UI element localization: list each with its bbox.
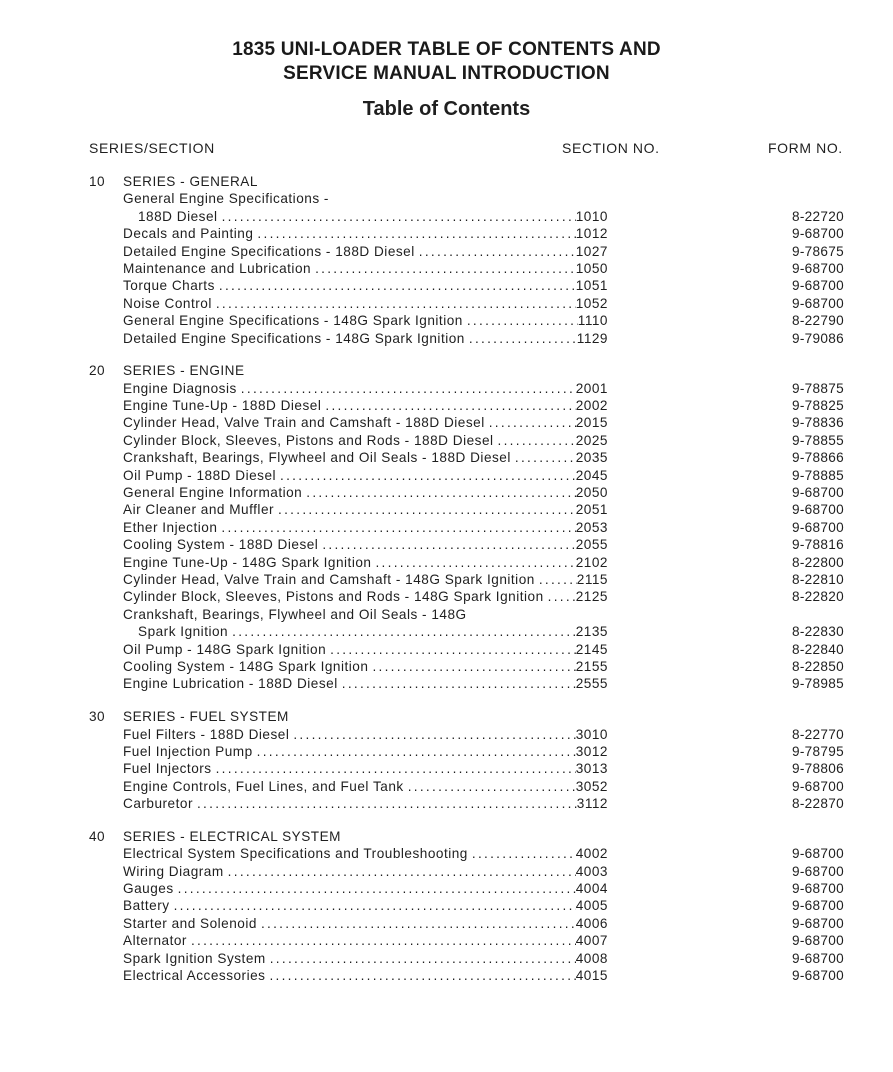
form-number: 9-68700 — [792, 278, 844, 294]
dot-leader — [276, 467, 576, 484]
section-number: 3010 — [575, 726, 608, 742]
toc-entry — [138, 208, 608, 225]
toc-entry — [123, 915, 608, 932]
form-number: 9-68700 — [792, 915, 844, 931]
form-number: 8-22840 — [792, 641, 844, 657]
dot-leader — [404, 778, 576, 795]
toc-row — [0, 932, 893, 949]
toc-row — [0, 467, 893, 484]
toc-row — [0, 380, 893, 397]
form-number: 9-68700 — [792, 846, 844, 862]
form-number: 9-68700 — [792, 778, 844, 794]
toc-row — [0, 414, 893, 431]
form-number: 9-78985 — [792, 676, 844, 692]
section-number: 2125 — [575, 589, 608, 605]
toc-entry — [123, 277, 608, 294]
toc-row — [0, 623, 893, 640]
series-group — [0, 828, 893, 985]
dot-leader — [415, 243, 576, 260]
toc-entry — [123, 243, 608, 260]
toc-row — [0, 967, 893, 984]
form-number: 9-78855 — [792, 432, 844, 448]
form-number: 9-79086 — [792, 330, 844, 346]
form-number: 9-68700 — [792, 863, 844, 879]
toc-row — [0, 571, 893, 588]
toc-row — [0, 880, 893, 897]
section-number: 1051 — [575, 278, 608, 294]
toc-entry-title: Oil Pump - 188D Diesel — [123, 467, 277, 483]
form-number: 9-78836 — [792, 415, 844, 431]
section-number: 3112 — [576, 796, 608, 812]
dot-leader — [535, 571, 577, 588]
toc-entry-title: Engine Controls, Fuel Lines, and Fuel Tank — [123, 778, 404, 794]
toc-entry-title: Starter and Solenoid — [123, 915, 257, 931]
toc-entry — [123, 501, 608, 518]
dot-leader — [228, 623, 576, 640]
form-number: 9-68700 — [792, 485, 844, 501]
series-number: 40 — [89, 828, 106, 844]
toc-row — [0, 397, 893, 414]
form-number: 8-22790 — [792, 313, 844, 329]
dot-leader — [187, 932, 576, 949]
dot-leader — [494, 432, 576, 449]
toc-entry-title: Detailed Engine Specifications - 188D Diesel — [123, 243, 415, 259]
toc-row — [0, 760, 893, 777]
dot-leader — [468, 845, 576, 862]
dot-leader — [368, 658, 575, 675]
section-number: 2145 — [575, 641, 608, 657]
dot-leader — [193, 795, 577, 812]
series-name: SERIES - FUEL SYSTEM — [123, 709, 289, 725]
form-number: 9-78675 — [792, 243, 844, 259]
section-number: 1129 — [576, 330, 608, 346]
toc-entry-title: Fuel Injection Pump — [123, 743, 253, 759]
toc-row — [0, 312, 893, 329]
dot-leader — [212, 295, 576, 312]
form-number: 9-68700 — [792, 226, 844, 242]
toc-row — [0, 554, 893, 571]
section-number: 4004 — [575, 881, 608, 897]
dot-leader — [544, 588, 576, 605]
toc-entry — [123, 743, 608, 760]
series-group — [0, 173, 893, 347]
dot-leader — [289, 726, 575, 743]
toc-row — [0, 897, 893, 914]
toc-entry — [123, 606, 608, 623]
dot-leader — [302, 484, 576, 501]
section-number: 2053 — [575, 519, 608, 535]
form-number: 9-68700 — [792, 933, 844, 949]
toc-entry-title: Cylinder Block, Sleeves, Pistons and Rods - 148G Spark Ignition — [123, 589, 544, 605]
toc-entry-title: Crankshaft, Bearings, Flywheel and Oil Seals - 188D Diesel — [123, 450, 511, 466]
form-number: 8-22810 — [792, 571, 844, 587]
series-group — [0, 708, 893, 812]
toc-row — [0, 225, 893, 242]
toc-row — [0, 484, 893, 501]
toc-row — [0, 243, 893, 260]
dot-leader — [265, 967, 575, 984]
toc-row — [0, 208, 893, 225]
section-number: 4005 — [575, 898, 608, 914]
dot-leader — [511, 449, 576, 466]
form-number: 8-22870 — [792, 796, 844, 812]
toc-entry — [123, 641, 608, 658]
section-number: 1052 — [575, 295, 608, 311]
form-number: 8-22850 — [792, 658, 844, 674]
toc-row — [0, 778, 893, 795]
toc-entry — [123, 260, 608, 277]
section-number: 2135 — [575, 624, 608, 640]
series-group — [0, 362, 893, 692]
section-number: 4006 — [575, 915, 608, 931]
toc-row — [0, 190, 893, 207]
dot-leader — [274, 501, 576, 518]
toc-entry-title: Carburetor — [123, 796, 193, 812]
dot-leader — [237, 380, 576, 397]
toc-row — [0, 743, 893, 760]
toc-entry-title: Engine Lubrication - 188D Diesel — [123, 676, 338, 692]
section-number: 3012 — [575, 743, 608, 759]
toc-entry — [123, 190, 608, 207]
toc-row — [0, 330, 893, 347]
toc-entry — [123, 726, 608, 743]
column-header-section-no: SECTION NO. — [562, 140, 660, 156]
series-number: 30 — [89, 709, 106, 725]
column-header-series: SERIES/SECTION — [89, 140, 215, 156]
dot-leader — [485, 414, 576, 431]
dot-leader — [224, 863, 576, 880]
section-number: 2001 — [575, 380, 608, 396]
form-number: 9-68700 — [792, 967, 844, 983]
toc-row — [0, 432, 893, 449]
series-name: SERIES - GENERAL — [123, 174, 258, 189]
toc-entry-title: Spark Ignition — [138, 624, 229, 640]
series-header-row — [0, 708, 893, 725]
document-title-line-2: SERVICE MANUAL INTRODUCTION — [283, 63, 610, 84]
toc-entry-title: General Engine Information — [123, 485, 303, 501]
toc-entry-title: Oil Pump - 148G Spark Ignition — [123, 641, 327, 657]
series-header-row — [0, 173, 893, 190]
section-number: 2025 — [575, 432, 608, 448]
toc-entry — [123, 760, 608, 777]
dot-leader — [215, 277, 576, 294]
toc-entry-title: General Engine Specifications - 148G Spark Ignition — [123, 313, 463, 329]
toc-entry-title: Cylinder Head, Valve Train and Camshaft - 148G Spark Ignition — [123, 571, 535, 587]
form-number: 9-68700 — [792, 898, 844, 914]
section-number: 1110 — [577, 313, 608, 329]
dot-leader — [465, 330, 577, 347]
toc-heading: Table of Contents — [362, 98, 531, 120]
toc-row — [0, 277, 893, 294]
toc-row — [0, 795, 893, 812]
toc-entry-title: Battery — [123, 898, 170, 914]
toc-entry-title: Engine Tune-Up - 188D Diesel — [123, 398, 322, 414]
form-number: 9-78875 — [792, 380, 844, 396]
toc-entry — [123, 536, 608, 553]
toc-entry-title: Cylinder Block, Sleeves, Pistons and Rods - 188D Diesel — [123, 432, 494, 448]
toc-entry — [123, 432, 608, 449]
toc-row — [0, 950, 893, 967]
section-number: 2035 — [575, 450, 608, 466]
toc-row — [0, 501, 893, 518]
toc-entry — [123, 795, 608, 812]
section-number: 2002 — [575, 398, 608, 414]
toc-entry — [123, 778, 608, 795]
form-number: 9-68700 — [792, 295, 844, 311]
dot-leader — [170, 897, 576, 914]
dot-leader — [266, 950, 576, 967]
form-number: 8-22770 — [792, 726, 844, 742]
toc-entry — [123, 519, 608, 536]
dot-leader — [257, 915, 576, 932]
toc-entry — [123, 225, 608, 242]
dot-leader — [311, 260, 576, 277]
dot-leader — [217, 519, 575, 536]
toc-entry-title: Maintenance and Lubrication — [123, 260, 312, 276]
toc-entry — [123, 967, 608, 984]
section-number: 2055 — [575, 537, 608, 553]
section-number: 2015 — [575, 415, 608, 431]
section-number: 1050 — [575, 260, 608, 276]
form-number: 9-68700 — [792, 950, 844, 966]
dot-leader — [212, 760, 576, 777]
table-of-contents — [0, 173, 893, 1000]
toc-row — [0, 915, 893, 932]
dot-leader — [318, 536, 575, 553]
section-number: 2555 — [575, 676, 608, 692]
toc-row — [0, 449, 893, 466]
toc-entry-title: Cooling System - 148G Spark Ignition — [123, 658, 369, 674]
section-number: 2045 — [575, 467, 608, 483]
dot-leader — [463, 312, 578, 329]
dot-leader — [338, 675, 576, 692]
form-number: 9-68700 — [792, 519, 844, 535]
toc-entry-title: Engine Diagnosis — [123, 380, 237, 396]
form-number: 9-78806 — [792, 761, 844, 777]
toc-entry — [123, 380, 608, 397]
toc-row — [0, 519, 893, 536]
toc-entry — [123, 863, 608, 880]
form-number: 9-68700 — [792, 260, 844, 276]
form-number: 9-78795 — [792, 743, 844, 759]
section-number: 4008 — [575, 950, 608, 966]
series-header-row — [0, 828, 893, 845]
toc-entry-title: Fuel Filters - 188D Diesel — [123, 726, 290, 742]
form-number: 8-22820 — [792, 589, 844, 605]
toc-entry — [123, 330, 608, 347]
toc-entry — [123, 880, 608, 897]
toc-row — [0, 641, 893, 658]
section-number: 1010 — [575, 208, 608, 224]
toc-entry — [123, 675, 608, 692]
toc-entry — [123, 932, 608, 949]
toc-row — [0, 606, 893, 623]
toc-row — [0, 295, 893, 312]
toc-entry — [123, 449, 608, 466]
toc-row — [0, 726, 893, 743]
section-number: 1012 — [575, 226, 608, 242]
dot-leader — [321, 397, 575, 414]
toc-row — [0, 260, 893, 277]
toc-entry — [123, 414, 608, 431]
toc-entry-title: Ether Injection — [123, 519, 218, 535]
section-number: 4002 — [575, 846, 608, 862]
form-number: 9-78816 — [792, 537, 844, 553]
toc-entry-title: Cooling System - 188D Diesel — [123, 537, 319, 553]
series-number: 10 — [89, 174, 106, 189]
toc-entry-title: Detailed Engine Specifications - 148G Spark Ignition — [123, 330, 465, 346]
toc-entry — [123, 658, 608, 675]
section-number: 2115 — [576, 571, 608, 587]
toc-entry — [123, 950, 608, 967]
toc-row — [0, 536, 893, 553]
toc-entry — [123, 397, 608, 414]
series-name: SERIES - ELECTRICAL SYSTEM — [123, 828, 341, 844]
toc-entry-title: Decals and Painting — [123, 226, 254, 242]
series-number: 20 — [89, 363, 106, 379]
toc-entry — [123, 571, 608, 588]
column-header-form-no: FORM NO. — [768, 140, 843, 156]
toc-entry-title: Wiring Diagram — [123, 863, 224, 879]
toc-entry-title: Air Cleaner and Muffler — [123, 502, 275, 518]
toc-entry-title: Electrical Accessories — [123, 967, 266, 983]
section-number: 3013 — [575, 761, 608, 777]
toc-entry — [123, 467, 608, 484]
section-number: 4015 — [575, 967, 608, 983]
form-number: 9-68700 — [792, 502, 844, 518]
section-number: 3052 — [575, 778, 608, 794]
toc-entry-title: Cylinder Head, Valve Train and Camshaft - 188D Diesel — [123, 415, 485, 431]
dot-leader — [371, 554, 575, 571]
toc-entry — [123, 295, 608, 312]
toc-entry — [123, 588, 608, 605]
toc-entry — [123, 845, 608, 862]
toc-row — [0, 863, 893, 880]
form-number: 8-22830 — [792, 624, 844, 640]
toc-entry — [123, 484, 608, 501]
form-number: 9-68700 — [792, 881, 844, 897]
form-number: 8-22800 — [792, 554, 844, 570]
toc-row — [0, 658, 893, 675]
document-title-line-1: 1835 UNI-LOADER TABLE OF CONTENTS AND — [232, 39, 661, 60]
dot-leader — [174, 880, 576, 897]
toc-row — [0, 588, 893, 605]
form-number: 9-78885 — [792, 467, 844, 483]
toc-entry-title: Alternator — [123, 933, 187, 949]
toc-entry — [123, 554, 608, 571]
dot-leader — [253, 743, 576, 760]
form-number: 9-78825 — [792, 398, 844, 414]
toc-entry-title: Spark Ignition System — [123, 950, 266, 966]
section-number: 2051 — [575, 502, 608, 518]
series-header-row — [0, 362, 893, 379]
toc-entry-title: Torque Charts — [123, 278, 215, 294]
toc-entry-title: Crankshaft, Bearings, Flywheel and Oil Seals - 148G — [123, 606, 467, 622]
toc-entry-title: Fuel Injectors — [123, 761, 212, 777]
section-number: 4003 — [575, 863, 608, 879]
section-number: 1027 — [575, 243, 608, 259]
toc-row — [0, 845, 893, 862]
section-number: 2155 — [575, 658, 608, 674]
toc-entry-title: General Engine Specifications - — [123, 191, 329, 207]
toc-entry-title: Electrical System Specifications and Troubleshooting — [123, 846, 468, 862]
dot-leader — [326, 641, 576, 658]
dot-leader — [218, 208, 576, 225]
toc-entry-title: Noise Control — [123, 295, 212, 311]
form-number: 8-22720 — [792, 208, 844, 224]
section-number: 2102 — [575, 554, 608, 570]
toc-entry-title: Engine Tune-Up - 148G Spark Ignition — [123, 554, 372, 570]
toc-entry-title: Gauges — [123, 881, 174, 897]
form-number: 9-78866 — [792, 450, 844, 466]
section-number: 4007 — [575, 933, 608, 949]
dot-leader — [253, 225, 575, 242]
toc-entry — [138, 623, 608, 640]
toc-entry — [123, 312, 608, 329]
toc-row — [0, 675, 893, 692]
toc-entry — [123, 897, 608, 914]
toc-entry-title: 188D Diesel — [138, 208, 218, 224]
series-name: SERIES - ENGINE — [123, 363, 245, 379]
section-number: 2050 — [575, 485, 608, 501]
